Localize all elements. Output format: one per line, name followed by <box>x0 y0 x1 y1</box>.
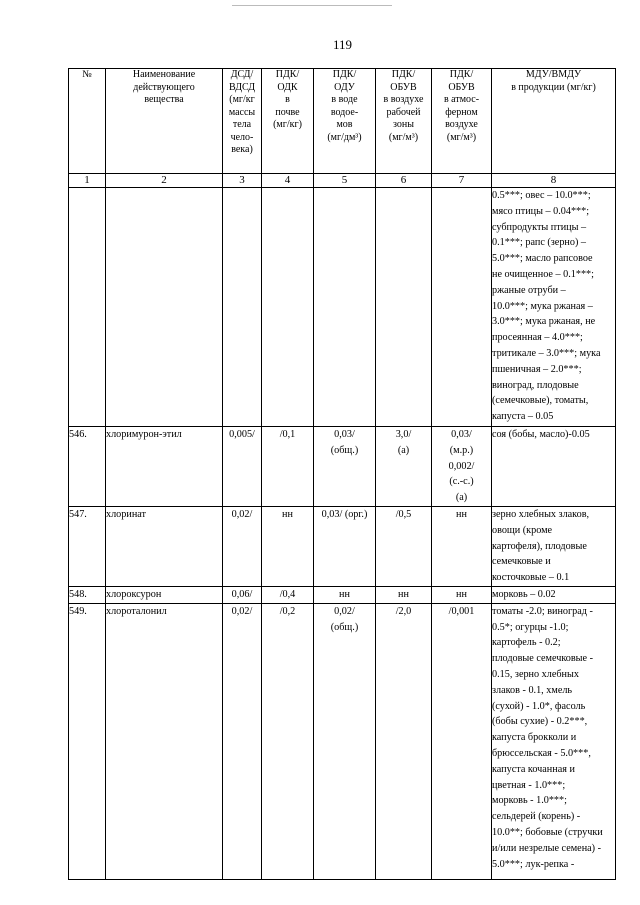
water-value: 0,03/ (орг.) <box>314 507 376 587</box>
atm-air-value: нн <box>432 587 492 604</box>
table-header-row <box>69 69 616 174</box>
row-number: 547. <box>69 507 106 587</box>
atm-air-value: 0,03/ (м.р.) 0,002/ (с.-с.) (а) <box>432 427 492 507</box>
soil-value <box>262 188 314 427</box>
header-no: № <box>69 69 106 174</box>
soil-value: /0,2 <box>262 603 314 879</box>
header-mdu: МДУ/ВМДУ в продукции (мг/кг) <box>492 69 616 174</box>
mdu-value: морковь – 0.02 <box>492 587 616 604</box>
top-rule <box>232 5 392 6</box>
page-number: 119 <box>332 37 353 52</box>
row-number: 549. <box>69 603 106 879</box>
header-soil: ПДК/ ОДК в почве (мг/кг) <box>262 69 314 174</box>
work-air-value: нн <box>376 587 432 604</box>
soil-value: нн <box>262 507 314 587</box>
column-number: 7 <box>432 174 492 188</box>
column-number: 1 <box>69 174 106 188</box>
header-water: ПДК/ ОДУ в воде водое- мов (мг/дм³) <box>314 69 376 174</box>
soil-value: /0,4 <box>262 587 314 604</box>
dsd-value: 0,005/ <box>223 427 262 507</box>
column-number: 3 <box>223 174 262 188</box>
substances-table <box>68 68 616 880</box>
water-value: 0,02/ (общ.) <box>314 603 376 879</box>
substance-name: хлоримурон-этил <box>106 427 223 507</box>
row-number: 548. <box>69 587 106 604</box>
mdu-value: зерно хлебных злаков, овощи (кроме картофеля), плодовые семечковые и косточковые – 0.1 <box>492 507 616 587</box>
dsd-value: 0,06/ <box>223 587 262 604</box>
row-number <box>69 188 106 427</box>
mdu-value: томаты -2.0; виноград - 0.5*; огурцы -1.0; картофель - 0.2; плодовые семечковые - 0.15, зерно хлебных злаков - 0.1, хмель (сухой) - 1.0*, фасоль (бобы сухие) - 0.2***, капуста брокколи и брюссельская - 5.0***, капуста кочанная и цветная - 1.0***; морковь - 1.0***; сельдерей (корень) - 10.0**; бобовые (стручки и/или незрелые семена) - 5.0***; лук-репка - <box>492 603 616 879</box>
column-numbers-row <box>69 174 616 188</box>
atm-air-value: нн <box>432 507 492 587</box>
column-number: 2 <box>106 174 223 188</box>
table-row <box>69 188 616 427</box>
work-air-value <box>376 188 432 427</box>
header-name: Наименование действующего вещества <box>106 69 223 174</box>
table-row <box>69 507 616 587</box>
column-number: 4 <box>262 174 314 188</box>
header-dsd: ДСД/ ВДСД (мг/кг массы тела чело- века) <box>223 69 262 174</box>
dsd-value: 0,02/ <box>223 603 262 879</box>
atm-air-value: /0,001 <box>432 603 492 879</box>
table-row <box>69 427 616 507</box>
header-atm-air: ПДК/ ОБУВ в атмос- ферном воздухе (мг/м³) <box>432 69 492 174</box>
water-value <box>314 188 376 427</box>
row-number: 546. <box>69 427 106 507</box>
water-value: 0,03/ (общ.) <box>314 427 376 507</box>
column-number: 8 <box>492 174 616 188</box>
column-number: 5 <box>314 174 376 188</box>
header-work-air: ПДК/ ОБУВ в воздухе рабочей зоны (мг/м³) <box>376 69 432 174</box>
substance-name: хлороксурон <box>106 587 223 604</box>
dsd-value <box>223 188 262 427</box>
table-row <box>69 587 616 604</box>
soil-value: /0,1 <box>262 427 314 507</box>
work-air-value: /0,5 <box>376 507 432 587</box>
mdu-value: соя (бобы, масло)-0.05 <box>492 427 616 507</box>
mdu-value: 0.5***; овес – 10.0***; мясо птицы – 0.04***; субпродукты птицы – 0.1***; рапс (зерно) – 5.0***; масло рапсовое не очищенное – 0.1***; ржаные отруби – 10.0***; мука ржаная – 3.0***; мука ржаная, не просеянная – 4.0***; тритикале – 3.0***; мука пшеничная – 2.0***; виноград, плодовые (семечковые), томаты, капуста – 0.05 <box>492 188 616 427</box>
table-row <box>69 603 616 879</box>
water-value: нн <box>314 587 376 604</box>
substance-name: хлоринат <box>106 507 223 587</box>
column-number: 6 <box>376 174 432 188</box>
substance-name <box>106 188 223 427</box>
dsd-value: 0,02/ <box>223 507 262 587</box>
substance-name: хлороталонил <box>106 603 223 879</box>
work-air-value: 3,0/ (а) <box>376 427 432 507</box>
work-air-value: /2,0 <box>376 603 432 879</box>
atm-air-value <box>432 188 492 427</box>
